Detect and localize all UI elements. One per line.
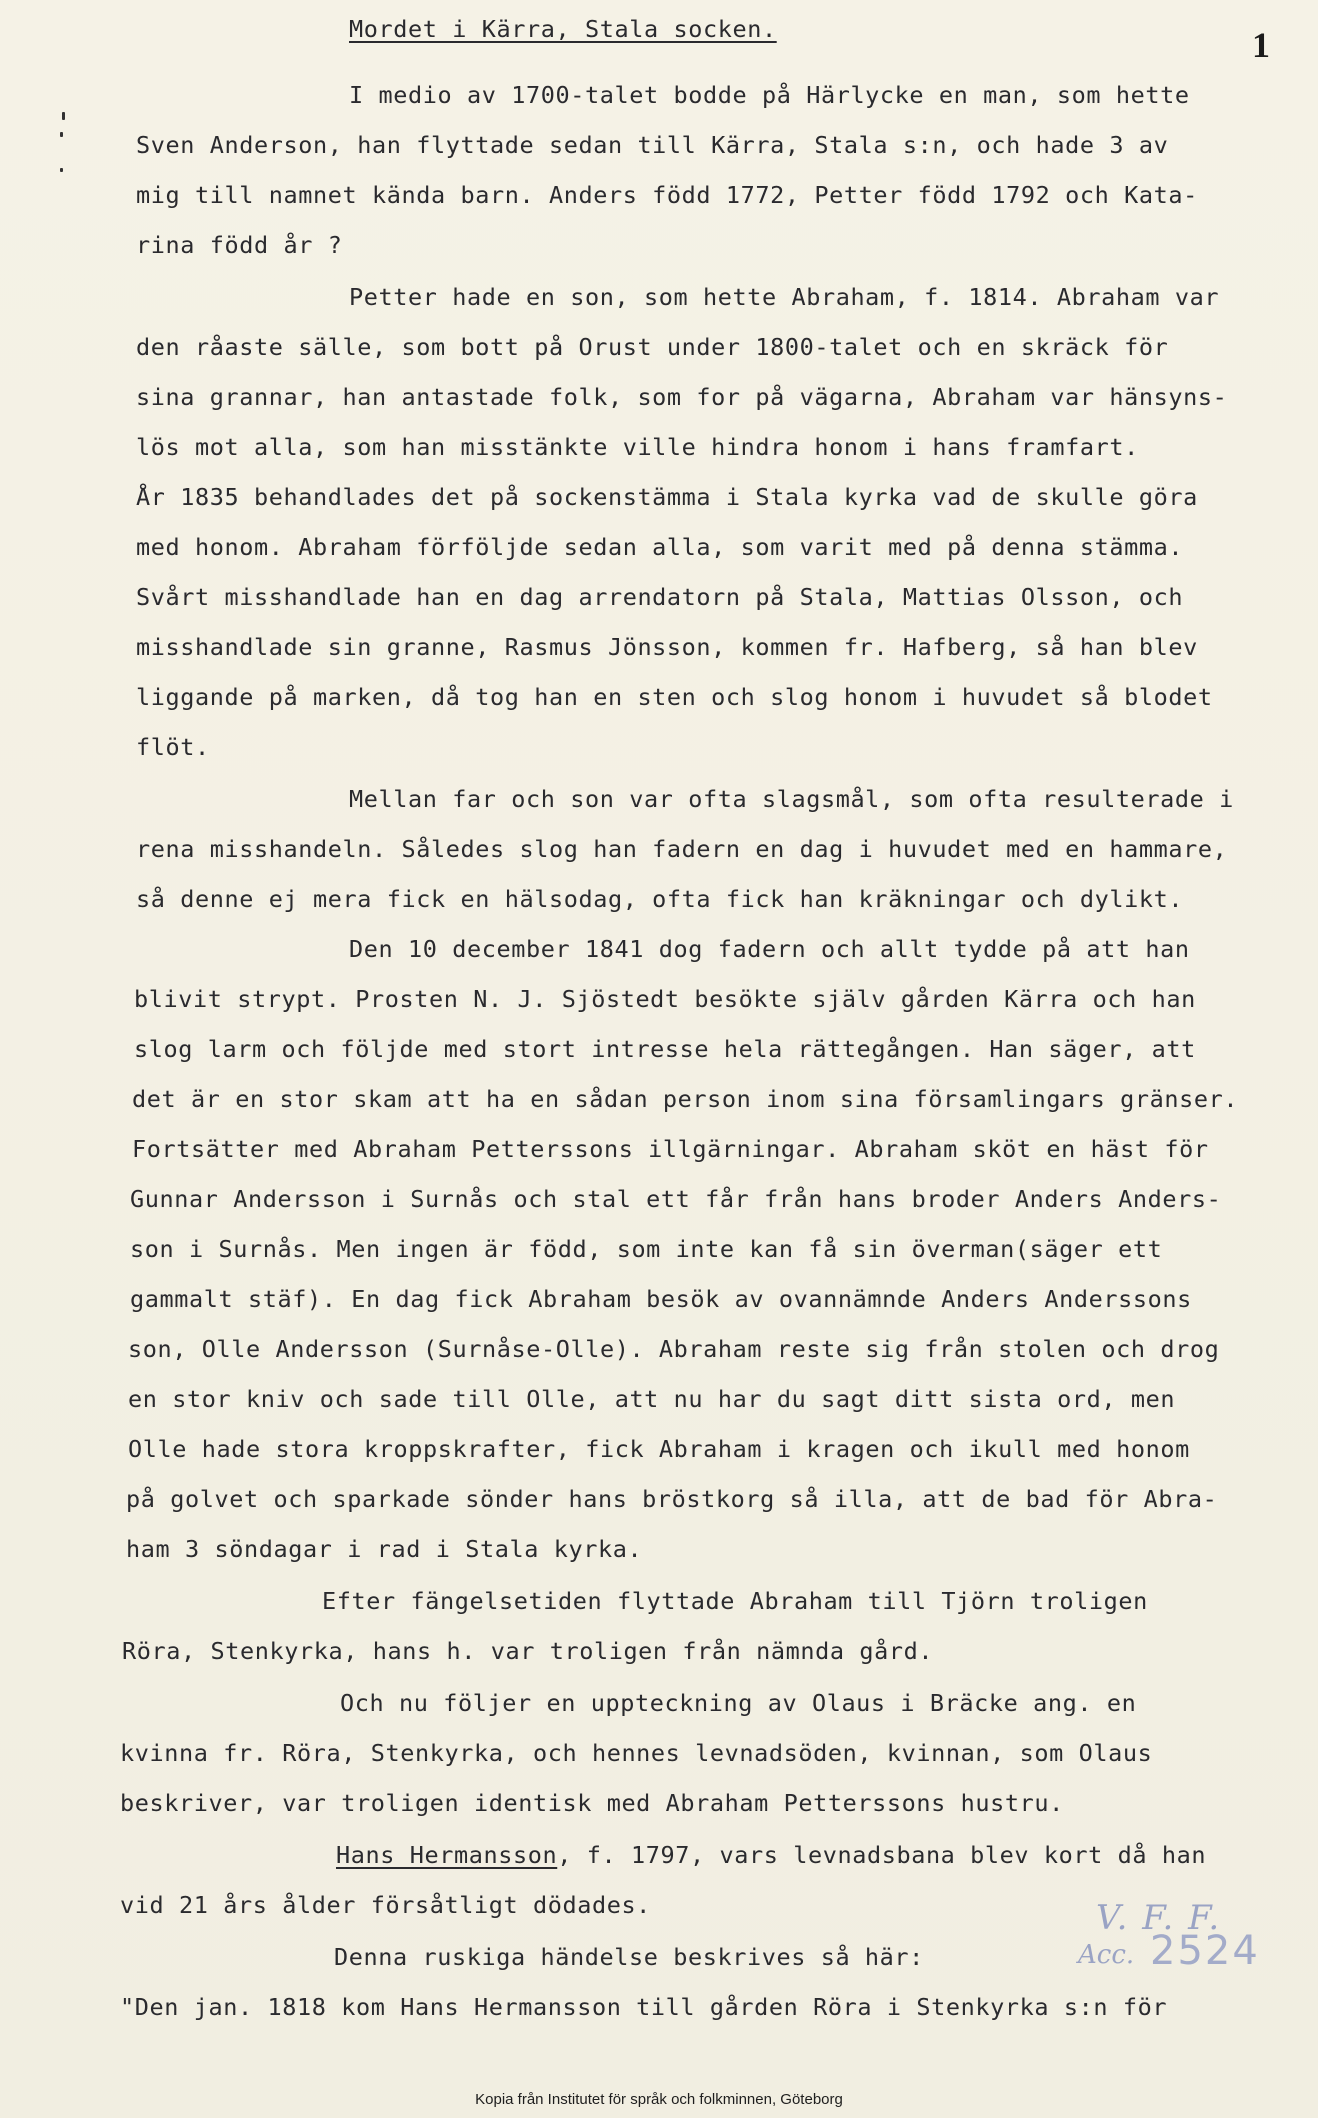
text-line: så denne ej mera fick en hälsodag, ofta fick han kräkningar och dylikt. (136, 885, 1184, 913)
text-line: kvinna fr. Röra, Stenkyrka, och hennes levnadsöden, kvinnan, som Olaus (120, 1739, 1153, 1767)
text-line: med honom. Abraham förföljde sedan alla, som varit med på denna stämma. (136, 533, 1184, 561)
page-number: 1 (1252, 25, 1270, 65)
text-line: År 1835 behandlades det på sockenstämma i Stala kyrka vad de skulle göra (136, 483, 1198, 511)
text-line: Fortsätter med Abraham Petterssons illgärningar. Abraham sköt en häst för (132, 1135, 1209, 1163)
archive-stamp-number: 2524 (1150, 1928, 1260, 1974)
text-line: på golvet och sparkade sönder hans bröstkorg så illa, att de bad för Abra- (126, 1485, 1218, 1513)
text-line: I medio av 1700-talet bodde på Härlycke en man, som hette (349, 81, 1190, 109)
text-line: slog larm och följde med stort intresse hela rättegången. Han säger, att (134, 1035, 1196, 1063)
text-line: Denna ruskiga händelse beskrives så här: (334, 1943, 924, 1971)
margin-mark (60, 132, 63, 137)
text-line: Olle hade stora kroppskrafter, fick Abraham i kragen och ikull med honom (128, 1435, 1190, 1463)
text-line: misshandlade sin granne, Rasmus Jönsson, kommen fr. Hafberg, så han blev (136, 633, 1198, 661)
footer-copy-notice: Kopia från Institutet för språk och folkminnen, Göteborg (475, 2091, 843, 2108)
text-line: son, Olle Andersson (Surnåse-Olle). Abraham reste sig från stolen och drog (128, 1335, 1220, 1363)
text-line: Sven Anderson, han flyttade sedan till Kärra, Stala s:n, och hade 3 av (136, 131, 1169, 159)
text-line: en stor kniv och sade till Olle, att nu har du sagt ditt sista ord, men (128, 1385, 1176, 1413)
text-line: son i Surnås. Men ingen är född, som inte kan få sin överman(säger ett (130, 1235, 1163, 1263)
text-line: Mellan far och son var ofta slagsmål, som ofta resulterade i (349, 785, 1234, 813)
text-line: sina grannar, han antastade folk, som for på vägarna, Abraham var hänsyns- (136, 383, 1228, 411)
text-line: Gunnar Andersson i Surnås och stal ett får från hans broder Anders Anders- (130, 1185, 1222, 1213)
archive-stamp-acc-label: Acc. (1078, 1940, 1135, 1970)
margin-mark (62, 112, 65, 120)
text-line: Svårt misshandlade han en dag arrendatorn på Stala, Mattias Olsson, och (136, 583, 1184, 611)
text-line: beskriver, var troligen identisk med Abraham Petterssons hustru. (120, 1789, 1064, 1817)
text-line: mig till namnet kända barn. Anders född 1772, Petter född 1792 och Kata- (136, 181, 1198, 209)
text-line: flöt. (136, 733, 210, 761)
text-line: rena misshandeln. Således slog han fadern en dag i huvudet med en hammare, (136, 835, 1228, 863)
text-line: lös mot alla, som han misstänkte ville hindra honom i hans framfart. (136, 433, 1139, 461)
text-line: blivit strypt. Prosten N. J. Sjöstedt besökte själv gården Kärra och han (134, 985, 1196, 1013)
text-line: ham 3 söndagar i rad i Stala kyrka. (126, 1535, 643, 1563)
person-name: Hans Hermansson (336, 1841, 558, 1869)
document-title: Mordet i Kärra, Stala socken. (349, 15, 777, 43)
text-line: gammalt stäf). En dag fick Abraham besök av ovannämnde Anders Anderssons (130, 1285, 1192, 1313)
text-line: Den 10 december 1841 dog fadern och allt tydde på att han (349, 935, 1190, 963)
text-line: Och nu följer en uppteckning av Olaus i Bräcke ang. en (340, 1689, 1137, 1717)
archive-stamp-initials: V. F. F. (1096, 1898, 1222, 1938)
text-line: det är en stor skam att ha en sådan person inom sina församlingars gränser. (132, 1085, 1239, 1113)
text-line: Petter hade en son, som hette Abraham, f. 1814. Abraham var (349, 283, 1220, 311)
text-line: Röra, Stenkyrka, hans h. var troligen från nämnda gård. (122, 1637, 934, 1665)
text-line: liggande på marken, då tog han en sten och slog honom i huvudet så blodet (136, 683, 1213, 711)
text-line: rina född år ? (136, 231, 343, 259)
margin-mark (60, 168, 63, 172)
text-line: den råaste sälle, som bott på Orust under 1800-talet och en skräck för (136, 333, 1169, 361)
text-line: vid 21 års ålder försåtligt dödades. (120, 1891, 651, 1919)
text-line: Hans Hermansson, f. 1797, vars levnadsbana blev kort då han (336, 1841, 1207, 1869)
text-line: Efter fängelsetiden flyttade Abraham till Tjörn troligen (322, 1587, 1148, 1615)
text-line: "Den jan. 1818 kom Hans Hermansson till gården Röra i Stenkyrka s:n för (120, 1993, 1168, 2021)
